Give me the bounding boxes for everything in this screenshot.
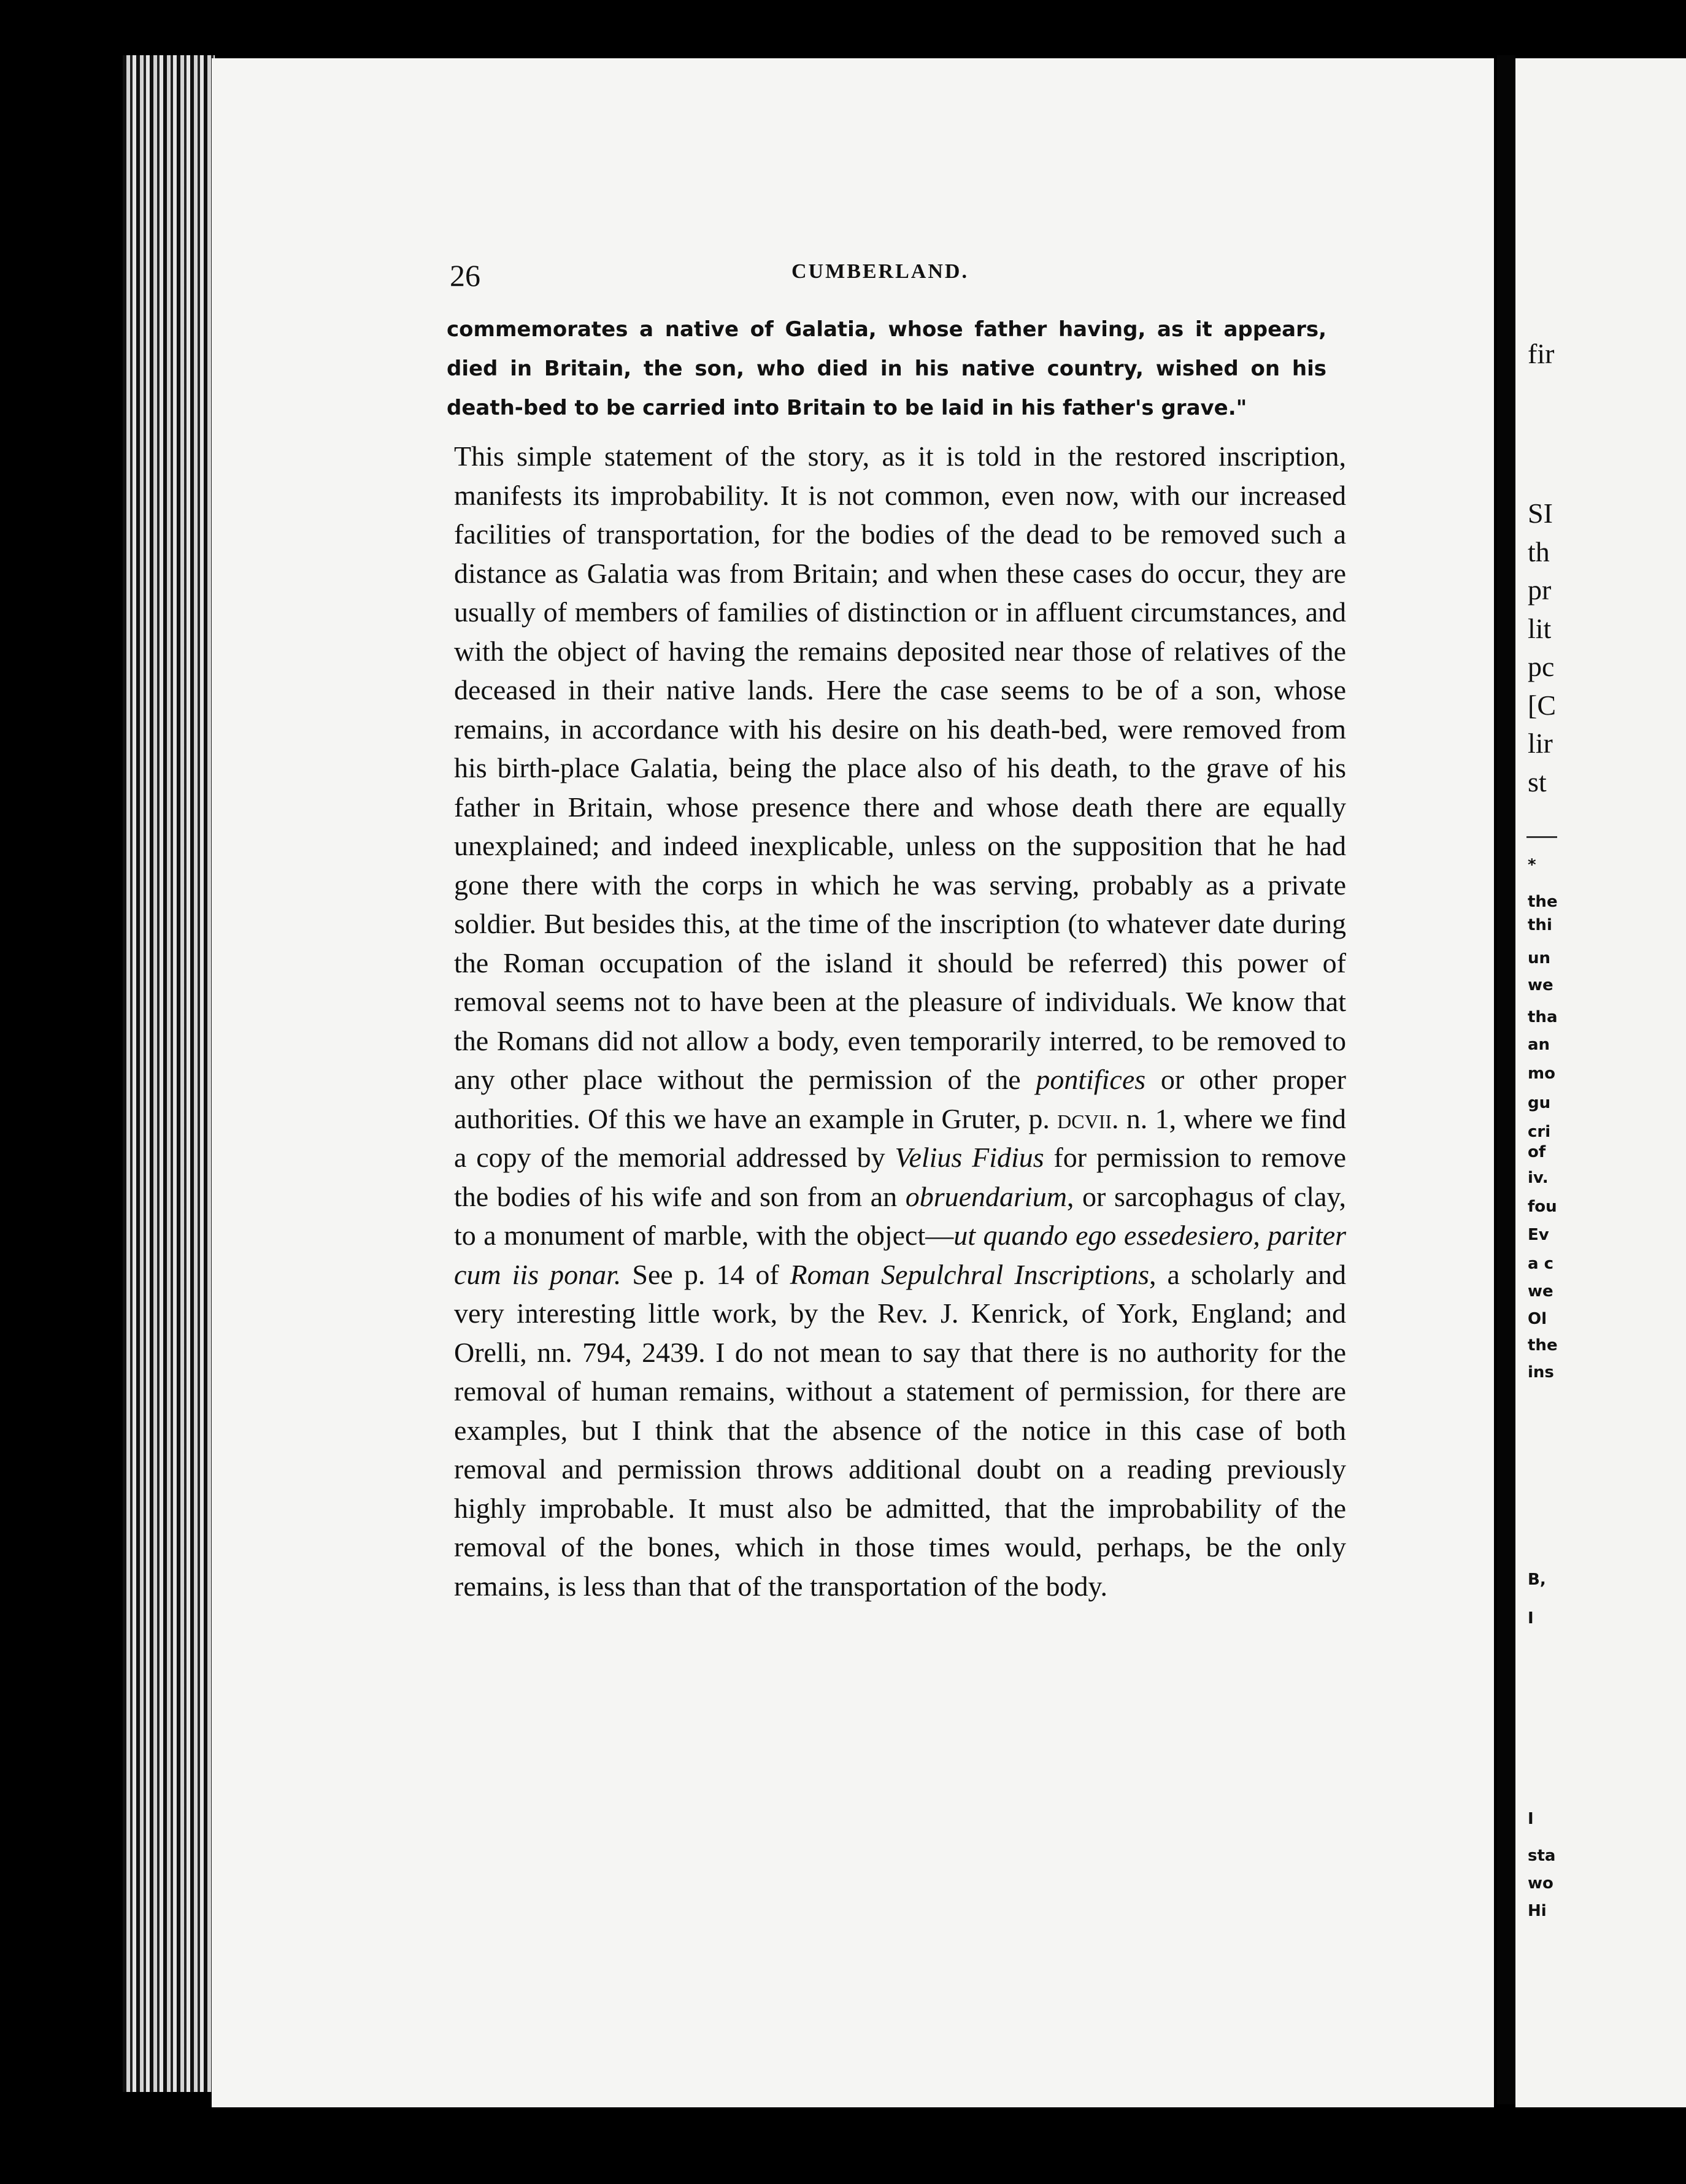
facing-page-note: iv. [1528, 1169, 1549, 1187]
facing-page-note: Hi [1528, 1902, 1547, 1920]
facing-page-note: B, [1528, 1571, 1546, 1589]
facing-page-note: Ev [1528, 1226, 1549, 1244]
facing-page-line: [C [1528, 690, 1556, 721]
body-text-run: See p. 14 of [621, 1258, 790, 1290]
facing-page-rule [1526, 836, 1557, 838]
body-text-run: for permission to remove the bodies of his wife and son from an [454, 1142, 1346, 1212]
running-head: CUMBERLAND. [791, 260, 969, 283]
facing-page-line: pr [1528, 574, 1552, 606]
facing-page-note: wo [1528, 1874, 1553, 1893]
facing-page-note: a c [1528, 1255, 1554, 1273]
quote-paragraph: commemorates a native of Galatia, whose father having, as it appears, died in Britain, the son, who died in his native country, wished on his death-bed to be carried into Britain to be laid in his father's grave." [447, 317, 1326, 420]
body-text-run: , or sarcophagus of clay, to a monument of marble, with the object— [454, 1180, 1347, 1251]
body-paragraph [454, 437, 1346, 1605]
body-text-run: or other proper authorities. Of this we have an example in Gruter, p. [454, 1064, 1347, 1134]
facing-page-line: lir [1528, 728, 1553, 759]
facing-page-line: lit [1528, 613, 1552, 644]
italic-term: obruendarium [905, 1180, 1067, 1212]
italic-book-title: Roman Sepulchral Inscriptions [790, 1258, 1150, 1290]
facing-page-note: mo [1528, 1064, 1555, 1083]
facing-page-note: thi [1528, 916, 1552, 934]
facing-page-note: we [1528, 1282, 1553, 1301]
facing-page-note: sta [1528, 1847, 1556, 1865]
facing-page-fragment [1515, 58, 1686, 2107]
page-number: 26 [450, 258, 480, 293]
facing-page-note: gu [1528, 1094, 1551, 1112]
facing-page-note: an [1528, 1036, 1550, 1054]
facing-page-note: * [1528, 856, 1536, 874]
facing-page-note: I [1528, 1609, 1534, 1628]
facing-page-note: the [1528, 893, 1558, 911]
facing-page-line: pc [1528, 651, 1555, 682]
book-gutter [1497, 55, 1515, 2104]
facing-page-line: fir [1528, 338, 1555, 369]
facing-page-note: the [1528, 1336, 1558, 1355]
facing-page-note: I [1528, 1810, 1534, 1828]
facing-page-line: SI [1528, 498, 1553, 529]
facing-page-note: of [1528, 1143, 1546, 1161]
body-text-run: , a scholarly and very interesting little work, by the Rev. J. Kenrick, of York, England; and Orelli, nn. 794, 2439. I do not mean to say that there is no authority for the removal of human remains, without a statement of permission, for there are examples, but I think that the absence of the notice in this case of both removal and permission throws additional doubt on a reading previously highly improbable. It must also be admitted, that the improbability of the removal of the bones, which in those times would, perhaps, be the only remains, is less than that of the transportation of the body. [454, 1258, 1346, 1602]
body-text-run: . n. 1, where we find a copy of the memorial addressed by [454, 1102, 1347, 1173]
facing-page-note: un [1528, 949, 1551, 967]
roman-numeral: dcvii [1057, 1102, 1112, 1134]
facing-page-note: tha [1528, 1008, 1558, 1026]
facing-page-note: fou [1528, 1198, 1557, 1216]
page-edge-stack [123, 55, 215, 2092]
body-text-run: This simple statement of the story, as it is told in the restored inscription, manifests its improbability. It is not common, even now, with our increased facilities of transportation, for the bodies of the dead to be removed such a distance as Galatia was from Britain; and when these cases do occur, they are usually of members of families of distinction or in affluent circumstances, and with the object of having the remains deposited near those of relatives of the deceased in their native lands. Here the case seems to be of a son, whose remains, in accordance with his desire on his death-bed, were removed from his birth-place Galatia, being the place also of his death, to the grave of his father in Britain, whose presence there and whose death there are equally unexplained; and indeed inexplicable, unless on the supposition that he had gone there with the corps in which he was serving, probably as a private soldier. But besides this, at the time of the inscription (to whatever date during the Roman occupation of the island it should be referred) this power of removal seems not to have been at the pleasure of individuals. We know that the Romans did not allow a body, even temporarily interred, to be removed to any other place without the permission of the [454, 440, 1346, 1095]
facing-page-note: Ol [1528, 1310, 1547, 1328]
facing-page-line: th [1528, 536, 1550, 567]
facing-page-note: ins [1528, 1363, 1554, 1382]
facing-page-note: we [1528, 976, 1553, 994]
facing-page-note: cri [1528, 1123, 1551, 1141]
italic-name: Velius Fidius [895, 1142, 1044, 1173]
facing-page-line: st [1528, 766, 1547, 798]
latin-quote: ut quando ego essedesiero, pariter cum iis ponar. [454, 1220, 1347, 1290]
italic-term: pontifices [1036, 1064, 1146, 1095]
